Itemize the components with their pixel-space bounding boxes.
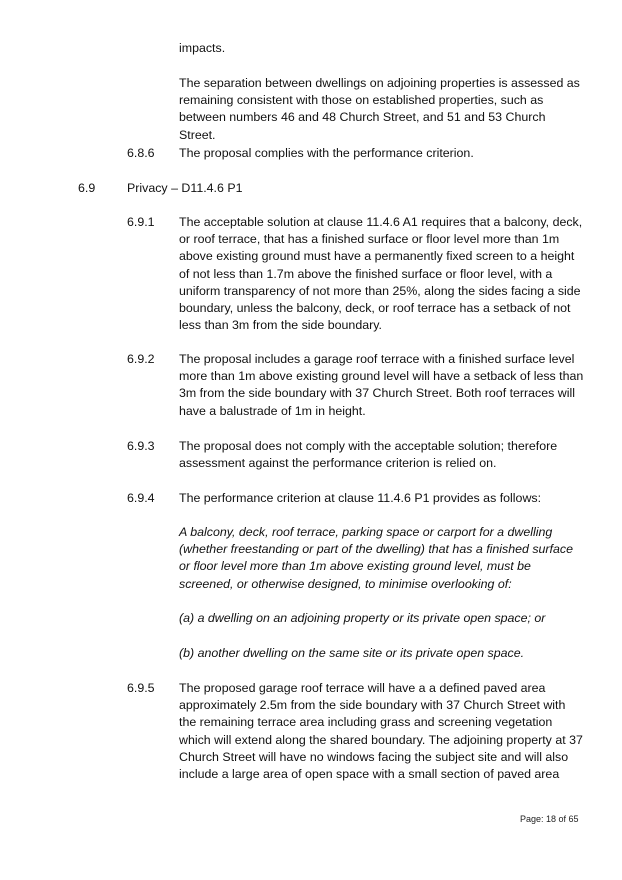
paragraph-6-9-5: The proposed garage roof terrace will have a a defined paved area approximately 2.5m from the side boundary with 37 Church Street with the remaining terrace area including grass and screening vegetation which will extend along the shared boundary. The adjoining property at 37 Church Street will have no windows facing the subject site and will also include a large area of open space with a small section of paved area (179, 681, 583, 782)
paragraph-number-6-9-2: 6.9.2 (127, 352, 155, 366)
continued-text: impacts. (179, 41, 226, 55)
paragraph-number-6-9-3: 6.9.3 (127, 439, 155, 453)
paragraph-6-9-4: The performance criterion at clause 11.4.6 P1 provides as follows: (179, 491, 542, 505)
paragraph-6-8-6: The proposal complies with the performance criterion. (179, 146, 474, 160)
paragraph-6-9-3: The proposal does not comply with the acceptable solution; therefore assessment against the performance criterion is relied on. (179, 439, 558, 471)
section-number-6-9: 6.9 (78, 181, 96, 195)
paragraph-number-6-9-1: 6.9.1 (127, 215, 155, 229)
paragraph-number-6-8-6: 6.8.6 (127, 146, 155, 160)
paragraph-6-9-1: The acceptable solution at clause 11.4.6 A1 requires that a balcony, deck, or roof terrace, that has a finished surface or floor level more than 1m above existing ground must have a permanently fixed screen to a height of not less than 1.7m above the finished surface or floor level, with a uniform transparency of not more than 25%, along the sides facing a side boundary, unless the balcony, deck, or roof terrace has a setback of not less than 3m from the side boundary. (179, 215, 583, 333)
paragraph-6-9-2: The proposal includes a garage roof terrace with a finished surface level more than 1m above existing ground level will have a setback of less than 3m from the side boundary with 37 Church Street. Both roof terraces will have a balustrade of 1m in height. (179, 352, 584, 418)
page-number-footer: Page: 18 of 65 (520, 814, 579, 824)
separation-paragraph: The separation between dwellings on adjoining properties is assessed as remaining consistent with those on established properties, such as between numbers 46 and 48 Church Street, and 51 and 53 Church Street. (179, 76, 580, 142)
performance-criterion-quote: A balcony, deck, roof terrace, parking space or carport for a dwelling (whether freestanding or part of the dwelling) that has a finished surface or floor level more than 1m above existing ground level, must be screened, or otherwise designed, to minimise overlooking of: (179, 525, 573, 591)
section-heading-privacy: Privacy – D11.4.6 P1 (127, 181, 243, 195)
criterion-item-b: (b) another dwelling on the same site or its private open space. (179, 646, 525, 660)
paragraph-number-6-9-5: 6.9.5 (127, 681, 155, 695)
paragraph-number-6-9-4: 6.9.4 (127, 491, 155, 505)
criterion-item-a: (a) a dwelling on an adjoining property or its private open space; or (179, 611, 546, 625)
